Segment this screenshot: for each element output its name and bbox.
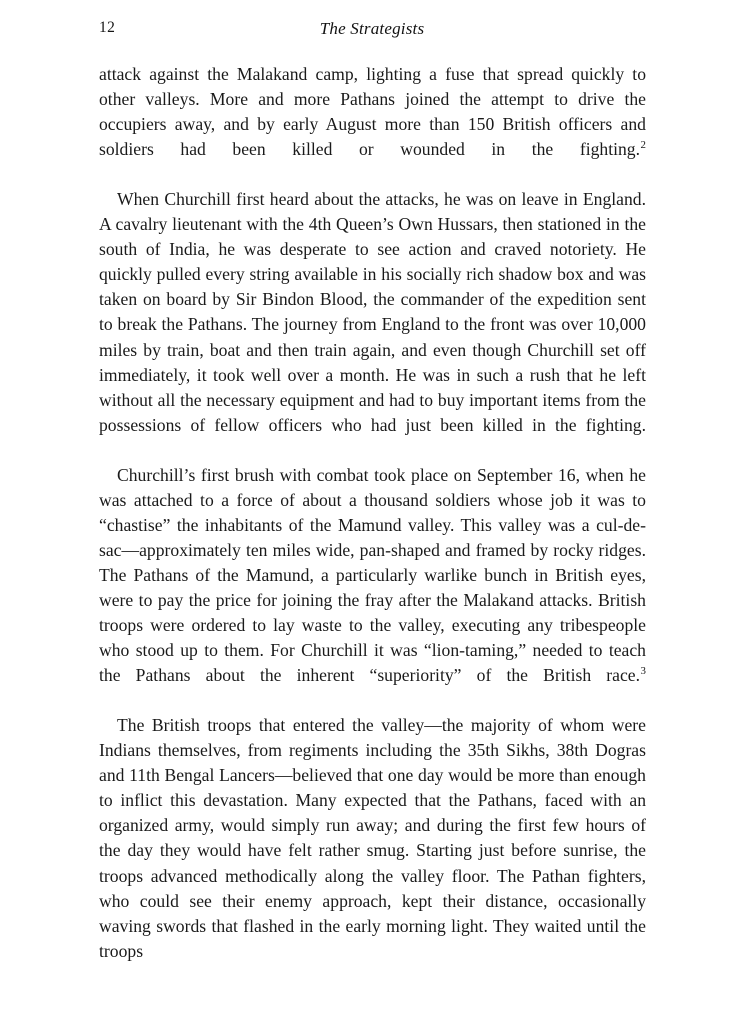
paragraph: [99, 62, 646, 187]
paragraph: [99, 713, 646, 989]
paragraph-text: Churchill’s first brush with combat took place on September 16, when he was attached to a force of about a thousand soldiers whose job it was to “chastise” the inhabitants of the Mamund valley. This valley was a cul-de-sac—approximately ten miles wide, pan-shaped and framed by rocky ridges. The Pathans of the Mamund, a particularly warlike bunch in British eyes, were to pay the price for joining the fray after the Malakand attacks. British troops were ordered to lay waste to the valley, executing any tribespeople who stood up to them. For Churchill it was “lion-taming,” needed to teach the Pathans about the inherent “superiority” of the British race.: [99, 464, 646, 686]
body-text-block: [99, 62, 646, 989]
paragraph: [99, 187, 646, 463]
paragraph: [99, 463, 646, 713]
page-number: 12: [99, 19, 116, 36]
running-head: [99, 20, 645, 42]
paragraph-text: The British troops that entered the valley—the majority of whom were Indians themselves, from regiments including the 35th Sikhs, 38th Dogras and 11th Bengal Lancers—believed that one day would be more than enough to inflict this devastation. Many expected that the Pathans, faced with an organized army, would simply run away; and during the first few hours of the day they would have felt rather smug. Starting just before sunrise, the troops advanced methodically along the valley floor. The Pathan fighters, who could see their enemy approach, kept their distance, occasionally waving swords that flashed in the early morning light. They waited until the troops: [99, 715, 646, 961]
footnote-reference[interactable]: 3: [640, 665, 646, 678]
paragraph-text: When Churchill first heard about the attacks, he was on leave in England. A cavalry lieutenant with the 4th Queen’s Own Hussars, then stationed in the south of India, he was desperate to see action and craved notoriety. He quickly pulled every string available in his socially rich shadow box and was taken on board by Sir Bindon Blood, the commander of the expedition sent to break the Pathans. The journey from England to the front was over 10,000 miles by train, boat and then train again, and even though Churchill set off immediately, it took well over a month. He was in such a rush that he left without all the necessary equipment and had to buy important items from the possessions of fellow officers who had just been killed in the fighting.: [99, 189, 646, 435]
paragraph-text: attack against the Malakand camp, lighting a fuse that spread quickly to other valleys. More and more Pathans joined the attempt to drive the occupiers away, and by early August more than 150 British officers and soldiers had been killed or wounded in the fighting.: [99, 64, 646, 160]
running-title: The Strategists: [319, 19, 425, 38]
footnote-reference[interactable]: 2: [640, 139, 646, 152]
